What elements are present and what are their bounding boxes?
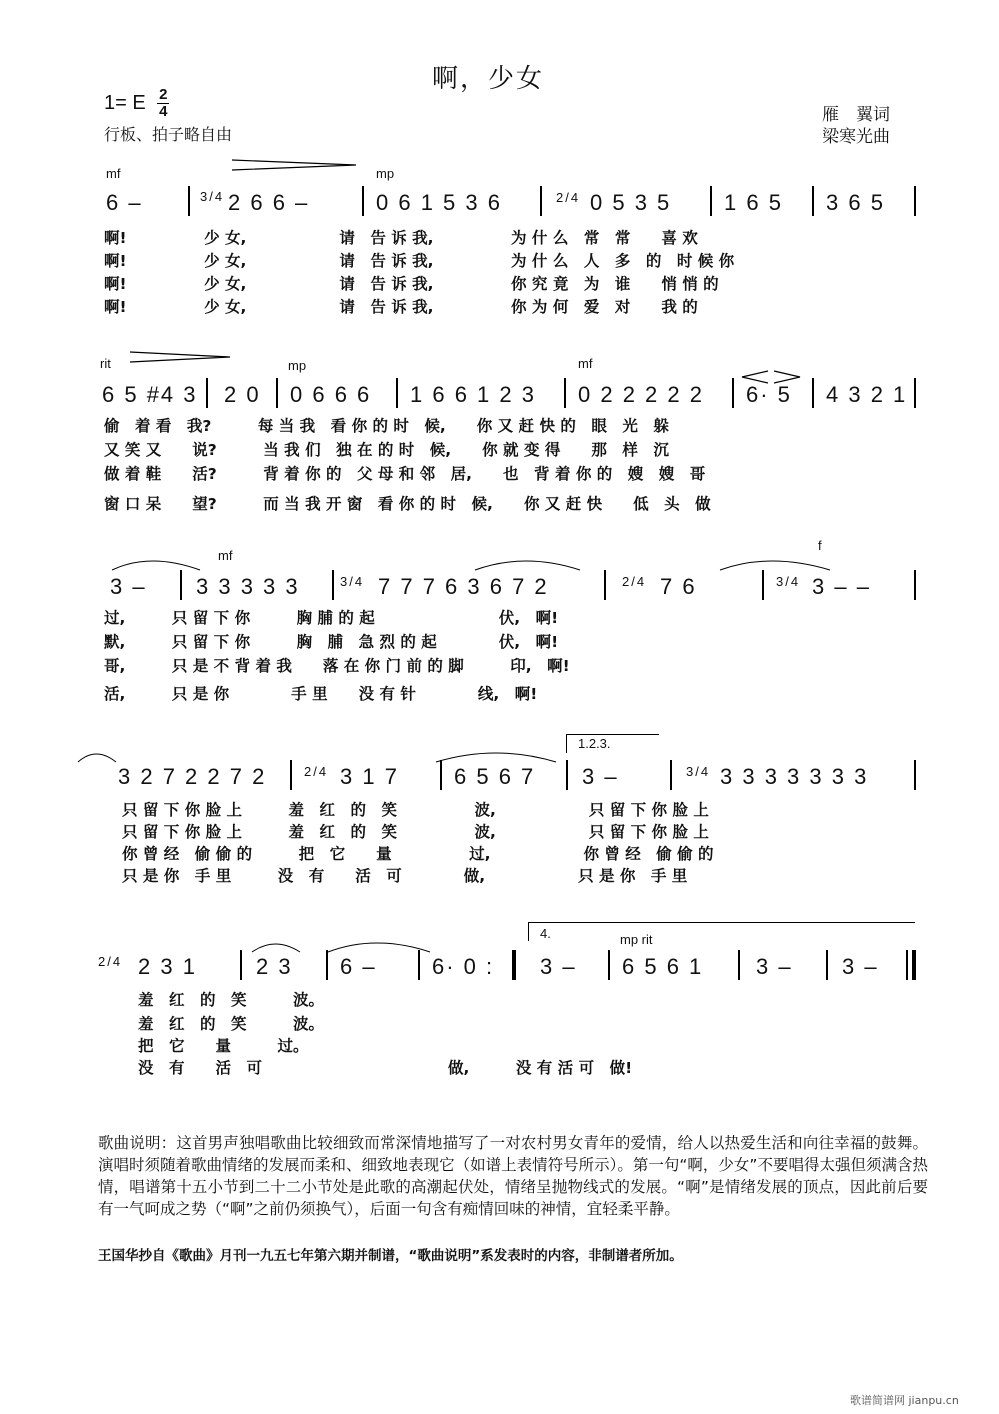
dynamic-mark: mp rit — [620, 932, 653, 947]
notation-measure: 6 5 6 1 — [622, 954, 704, 979]
dynamic-mark: rit — [100, 356, 111, 371]
time-signature: $\frac{2}{4}$ — [159, 86, 168, 120]
notation-measure: 7 7 7 6 3 6 7 2 — [378, 574, 549, 599]
tempo-marking: 行板、拍子略自由 — [104, 125, 233, 144]
notation-measure: 6 – — [340, 954, 377, 979]
time-sig-change: 2/4 — [304, 764, 329, 779]
key-label: 1= E — [104, 91, 146, 114]
notation-measure: 2 0 — [224, 382, 261, 407]
time-sig-change: 3/4 — [340, 574, 365, 589]
notation-measure: 6· 0 : — [432, 954, 495, 979]
notation-measure: 0 6 1 5 3 6 — [376, 190, 502, 215]
slur-arcs — [110, 552, 910, 576]
time-sig-change: 2/4 — [98, 954, 123, 969]
lyric-line: 只 留 下 你 脸 上 羞 红 的 笑 波, 只 留 下 你 脸 上 — [122, 801, 709, 819]
time-sig-change: 2/4 — [622, 574, 647, 589]
lyric-line: 偷 着 看 我? 每 当 我 看 你 的 时 候, 你 又 赶 快 的 眼 光 躲 — [104, 417, 669, 435]
notation-measure: 3 – — [540, 954, 577, 979]
lyric-line: 窗 口 呆 望? 而 当 我 开 窗 看 你 的 时 候, 你 又 赶 快 低 头 做 — [104, 495, 711, 513]
lyric-line: 啊! 少 女, 请 告 诉 我, 为 什 么 人 多 的 时 候 你 — [104, 252, 735, 270]
notation-measure: 3 – — [756, 954, 793, 979]
notation-measure: 6· 5 — [746, 382, 792, 407]
lyric-line: 啊! 少 女, 请 告 诉 我, 你 为 何 爱 对 我 的 — [104, 298, 698, 316]
watermark: 歌谱简谱网 jianpu.cn — [850, 1394, 959, 1407]
lyric-line: 只 留 下 你 脸 上 羞 红 的 笑 波, 只 留 下 你 脸 上 — [122, 823, 709, 841]
source-note: 王国华抄自《歌曲》月刊一九五七年第六期并制谱，“歌曲说明”系发表时的内容，非制谱者所加。 — [98, 1248, 683, 1264]
notation-measure: 3 2 7 2 2 7 2 — [118, 764, 267, 789]
lyric-line: 做 着 鞋 活? 背 着 你 的 父 母 和 邻 居, 也 背 着 你 的 嫂 嫂 哥 — [104, 465, 706, 483]
lyric-line: 羞 红 的 笑 波。 — [138, 991, 325, 1009]
dynamic-mark: mp — [376, 166, 395, 181]
notation-measure: 6 – — [106, 190, 143, 215]
lyric-line: 只 是 你 手 里 没 有 活 可 做, 只 是 你 手 里 — [122, 867, 688, 885]
notation-measure: 3 – — [842, 954, 879, 979]
notation-measure: 3 6 5 — [826, 190, 885, 215]
notation-measure: 1 6 6 1 2 3 — [410, 382, 536, 407]
lyric-line: 啊! 少 女, 请 告 诉 我, 为 什 么 常 常 喜 欢 — [104, 229, 698, 247]
lyric-line: 默, 只 留 下 你 胸 脯 急 烈 的 起 伏, 啊! — [104, 633, 559, 651]
time-sig-change: 3/4 — [776, 574, 801, 589]
dynamic-mark: mp — [288, 358, 307, 373]
time-sig-change: 2/4 — [556, 190, 581, 205]
lyric-line: 把 它 量 过。 — [138, 1037, 309, 1055]
notation-measure: 6 5 6 7 — [454, 764, 536, 789]
song-description: 歌曲说明：这首男声独唱歌曲比较细致而常深情地描写了一对农村男女青年的爱情，给人以热爱生活和向往幸福的鼓舞。演唱时须随着歌曲情绪的发展而柔和、细致地表现它（如谱上表情符号所示）。第一句“啊，少女”不要唱得太强但须满含热情，唱谱第十五小节到二十二小节处是此歌的高潮起伏处，情绪呈抛物线式的发展。“啊”是情绪发展的顶点，因此前后要有一气呵成之势（“啊”之前仍须换气），后面一句含有痴情回味的神情，宜轻柔平静。 — [98, 1134, 928, 1218]
notation-measure: 0 5 3 5 — [590, 190, 672, 215]
time-sig-change: 3/4 — [200, 189, 225, 204]
notation-measure: 0 2 2 2 2 2 — [578, 382, 704, 407]
decrescendo-hairpin — [232, 158, 357, 172]
notation-measure: 1 6 5 — [724, 190, 783, 215]
notation-measure: 2 3 1 — [138, 954, 197, 979]
notation-measure: 2 6 6 – — [228, 190, 310, 215]
lyric-line: 没 有 活 可 做, 没 有 活 可 做! — [138, 1059, 633, 1077]
volta-label: 4. — [540, 926, 551, 941]
lyric-line: 活, 只 是 你 手 里 没 有 针 线, 啊! — [104, 685, 538, 703]
dynamic-mark: mf — [106, 166, 121, 181]
lyric-line: 过, 只 留 下 你 胸 脯 的 起 伏, 啊! — [104, 609, 559, 627]
notation-measure: 4 3 2 1 — [826, 382, 908, 407]
lyric-line: 你 曾 经 偷 偷 的 把 它 量 过, 你 曾 经 偷 偷 的 — [122, 845, 714, 863]
lyric-line: 啊! 少 女, 请 告 诉 我, 你 究 竟 为 谁 悄 悄 的 — [104, 275, 719, 293]
volta-bracket — [528, 922, 915, 941]
song-title: 啊，少女 — [432, 64, 545, 94]
composer-credit: 梁寒光曲 — [822, 127, 890, 147]
volta-label: 1.2.3. — [578, 736, 611, 751]
notation-measure: 2 3 — [256, 954, 293, 979]
notation-measure: 3 – – — [812, 574, 871, 599]
notation-measure: 7 6 — [660, 574, 697, 599]
dynamic-mark: f — [818, 538, 822, 553]
key-signature — [104, 88, 169, 119]
notation-measure: 0 6 6 6 — [290, 382, 372, 407]
decrescendo-hairpin — [130, 350, 232, 364]
time-sig-change: 3/4 — [686, 764, 711, 779]
lyricist-credit: 雁 翼词 — [822, 105, 890, 125]
notation-measure: 3 3 3 3 3 — [196, 574, 300, 599]
notation-measure: 3 – — [582, 764, 619, 789]
lyric-line: 羞 红 的 笑 波。 — [138, 1015, 325, 1033]
lyric-line: 又 笑 又 说? 当 我 们 独 在 的 时 候, 你 就 变 得 那 样 沉 — [104, 441, 669, 459]
notation-measure: 3 1 7 — [340, 764, 399, 789]
notation-measure: 3 3 3 3 3 3 3 — [720, 764, 869, 789]
dynamic-mark: mf — [218, 548, 233, 563]
notation-measure: 6 5 #4 3 — [102, 382, 198, 407]
lyric-line: 哥, 只 是 不 背 着 我 落 在 你 门 前 的 脚 印, 啊! — [104, 657, 570, 675]
notation-measure: 3 – — [110, 574, 147, 599]
dynamic-mark: mf — [578, 356, 593, 371]
